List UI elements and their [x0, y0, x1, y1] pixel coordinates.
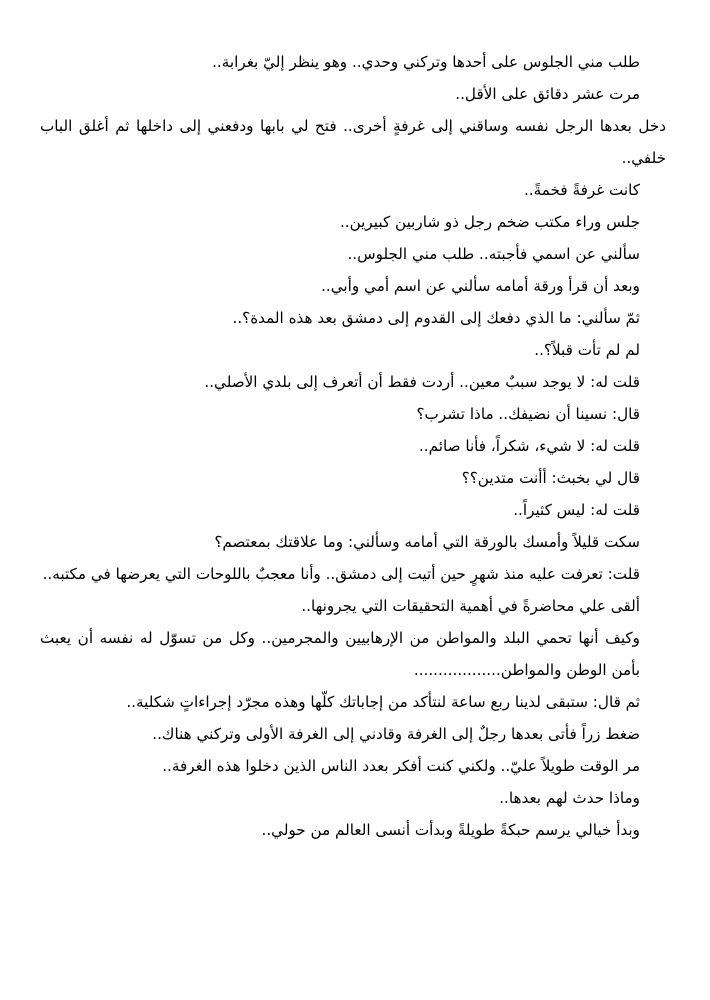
- paragraph: قلت له: لا يوجد سببٌ معين.. أردت فقط أن أتعرف إلى بلدي الأصلي..: [204, 373, 640, 391]
- paragraph: مرت عشر دقائق على الأقل..: [455, 85, 640, 103]
- paragraph: وكيف أنها تحمي البلد والمواطن من الإرهابيين والمجرمين.. وكل من تسوّل له نفسه أن يعبث بأمن الوطن والمواطن..................: [40, 629, 640, 679]
- paragraph: قلت: تعرفت عليه منذ شهرٍ حين أتيت إلى دمشق.. وأنا معجبٌ باللوحات التي يعرضها في مكتبه..: [42, 565, 640, 583]
- paragraph: دخل بعدها الرجل نفسه وساقني إلى غرفةٍ أخرى.. فتح لي بابها ودفعني إلى داخلها ثم أغلق الباب خلفي..: [40, 117, 666, 167]
- paragraph: قلت له: لا شيء، شكراً، فأنا صائم..: [418, 437, 640, 455]
- paragraph: طلب مني الجلوس على أحدها وتركني وحدي.. وهو ينظر إليّ بغرابة..: [212, 53, 640, 71]
- paragraph: قال: نسينا أن نضيفك.. ماذا تشرب؟: [416, 405, 640, 423]
- paragraph: ضغط زراً فأتى بعدها رجلٌ إلى الغرفة وقادني إلى الغرفة الأولى وتركني هناك..: [152, 725, 640, 743]
- paragraph: كانت غرفةً فخمةً..: [523, 181, 640, 199]
- paragraph: ثمّ سألني: ما الذي دفعك إلى القدوم إلى دمشق بعد هذه المدة؟..: [232, 309, 640, 327]
- paragraph: مر الوقت طويلاً عليّ.. ولكني كنت أفكر بعدد الناس الذين دخلوا هذه الغرفة..: [162, 757, 640, 775]
- paragraph: لم لم تأت قبلاً؟..: [534, 341, 640, 359]
- paragraph: قلت له: ليس كثيراً..: [513, 501, 640, 519]
- paragraph: قال لي بخبث: أأنت متدين؟؟: [461, 469, 640, 487]
- paragraph: سألني عن اسمي فأجبته.. طلب مني الجلوس..: [347, 245, 640, 263]
- paragraph: ثم قال: ستبقى لدينا ربع ساعة لنتأكد من إجاباتك كلّها وهذه مجرّد إجراءاتٍ شكلية..: [126, 693, 640, 711]
- paragraph: ألقى علي محاضرةً في أهمية التحقيقات التي يجرونها..: [301, 597, 640, 615]
- paragraph: جلس وراء مكتب ضخم رجل ذو شاربين كبيرين..: [339, 213, 640, 231]
- paragraph: وبعد أن قرأ ورقة أمامه سألني عن اسم أمي وأبي..: [321, 277, 640, 295]
- paragraph: وماذا حدث لهم بعدها..: [499, 789, 640, 807]
- paragraph: سكت قليلاً وأمسك بالورقة التي أمامه وسألني: وما علاقتك بمعتصم؟: [214, 533, 640, 551]
- paragraph: وبدأ خيالي يرسم حبكةً طويلةً وبدأت أنسى العالم من حولي..: [261, 821, 640, 839]
- document-page: [40, 46, 666, 846]
